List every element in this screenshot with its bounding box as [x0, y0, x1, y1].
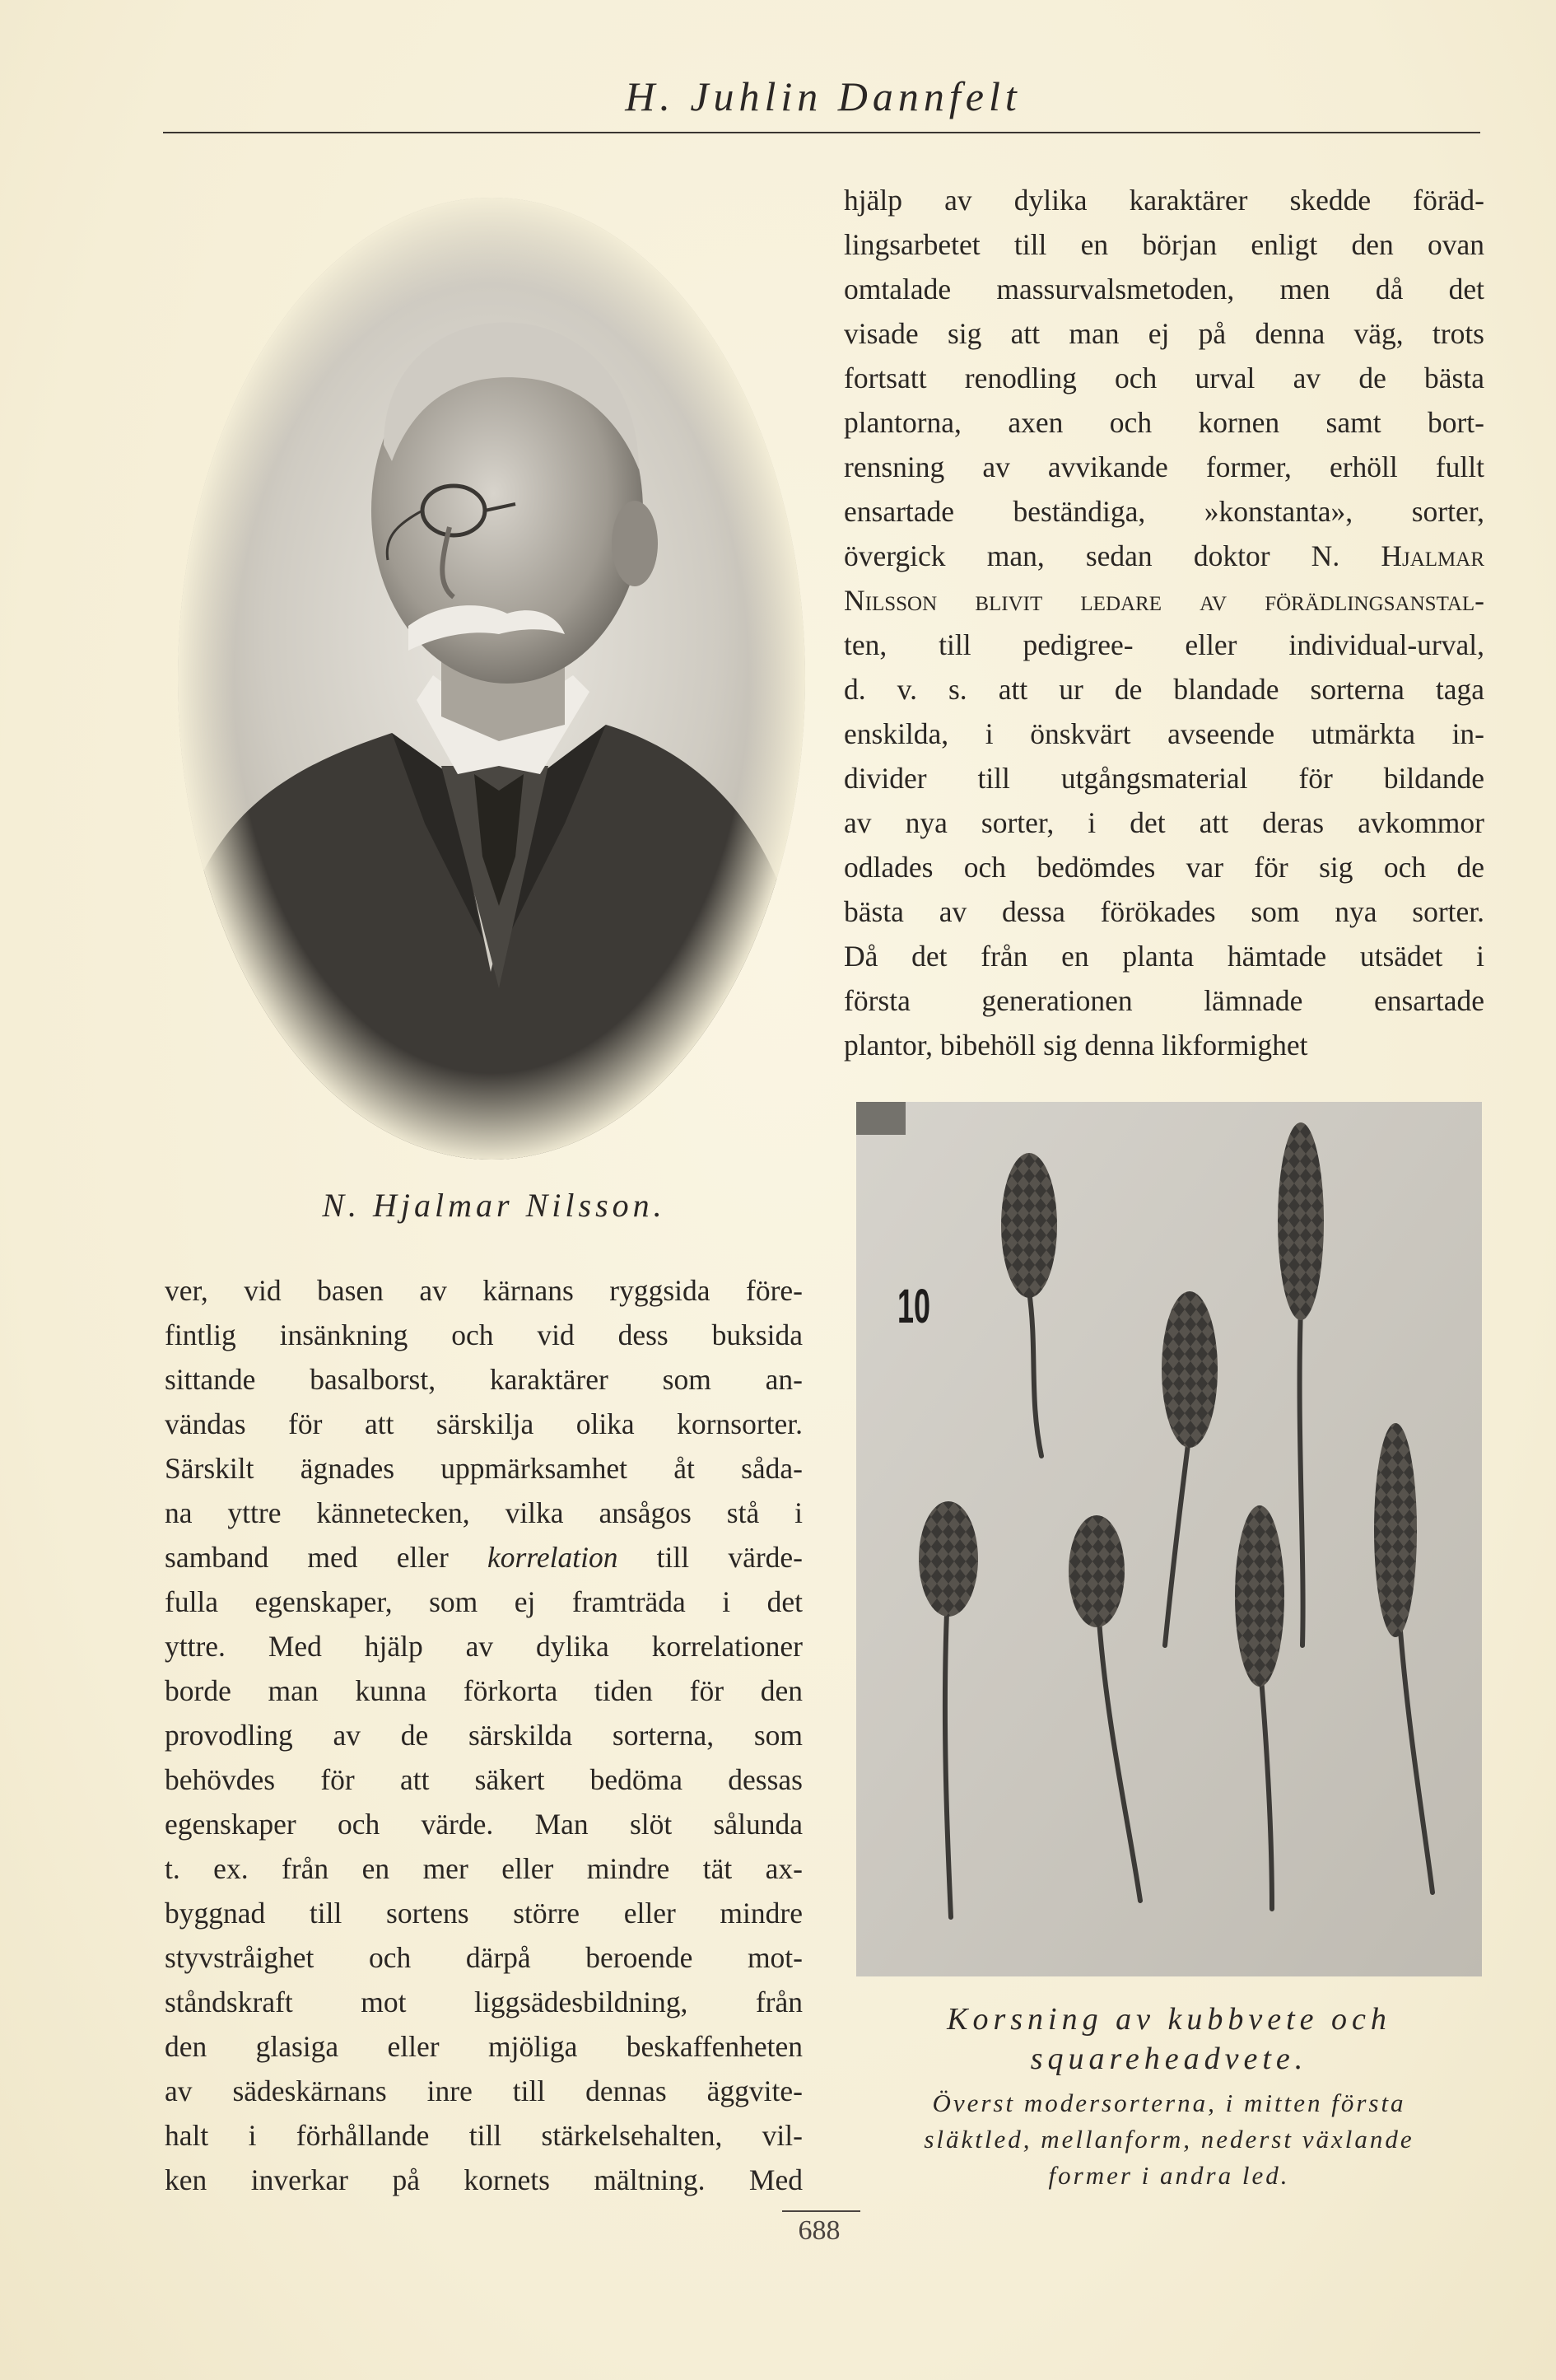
text-line: d. v. s. att ur de blandade sorterna taga: [844, 673, 1484, 706]
text-line: Särskilt ägnades uppmärksamhet åt såda-: [165, 1452, 803, 1485]
text-line: ensartade beständiga, »konstanta», sorter,: [844, 495, 1484, 528]
text-line: borde man kunna förkorta tiden för den: [165, 1674, 803, 1707]
text-line: Nilsson blivit ledare av förädlingsanstal-: [844, 584, 1484, 617]
left-text-column: [165, 1268, 803, 2202]
header-rule: [163, 132, 1480, 133]
text-line: bästa av dessa förökades som nya sorter.: [844, 895, 1484, 928]
text-line: den glasiga eller mjöliga beskaffenheten: [165, 2030, 803, 2063]
text-line: fintlig insänkning och vid dess buksida: [165, 1318, 803, 1351]
right-text-column: [844, 178, 1484, 1067]
text-line: byggnad till sortens större eller mindre: [165, 1897, 803, 1930]
text-line: fortsatt renodling och urval av de bästa: [844, 362, 1484, 394]
text-line: Då det från en planta hämtade utsädet i: [844, 940, 1484, 973]
text-line: odlades och bedömdes var för sig och de: [844, 851, 1484, 884]
text-line: provodling av de särskilda sorterna, som: [165, 1719, 803, 1752]
page-number: 688: [798, 2215, 841, 2246]
wheat-photo: [856, 1102, 1482, 1976]
text-line: rensning av avvikande former, erhöll fullt: [844, 450, 1484, 483]
text-line: egenskaper och värde. Man slöt sålunda: [165, 1808, 803, 1841]
wheat-caption-line: Korsning av kubbvete och: [947, 2002, 1391, 2037]
page-number-rule: [782, 2210, 860, 2212]
text-line: halt i förhållande till stärkelsehalten, vil-: [165, 2119, 803, 2152]
text-line: t. ex. från en mer eller mindre tät ax-: [165, 1852, 803, 1885]
text-line: fulla egenskaper, som ej framträda i det: [165, 1585, 803, 1618]
wheat-illustration: [856, 1102, 1482, 1976]
text-line: vändas för att särskilja olika kornsorter.: [165, 1407, 803, 1440]
text-line: hjälp av dylika karaktärer skedde föräd-: [844, 184, 1484, 217]
text-line: ståndskraft mot liggsädesbildning, från: [165, 1986, 803, 2018]
running-header: H. Juhlin Dannfelt: [625, 73, 1022, 119]
small-caps-name: Hjalmar: [1381, 539, 1485, 572]
wheat-caption-line: former i andra led.: [1048, 2161, 1290, 2190]
portrait-photo: [178, 198, 805, 1160]
wheat-caption-line: släktled, mellanform, nederst växlande: [924, 2125, 1414, 2154]
text-line: av nya sorter, i det att deras avkommor: [844, 806, 1484, 839]
text-line: ken inverkar på kornets mältning. Med: [165, 2163, 803, 2196]
wheat-caption-line: squareheadvete.: [1030, 2042, 1308, 2076]
text-line: [844, 534, 1484, 578]
wheat-caption-line: Överst modersorterna, i mitten första: [932, 2088, 1406, 2117]
text-fragment: samband med eller: [165, 1541, 449, 1574]
text-line: enskilda, i önskvärt avseende utmärkta in-: [844, 717, 1484, 750]
portrait-illustration: [178, 198, 805, 1160]
text-line: [165, 1535, 803, 1580]
text-line: lingsarbetet till en början enligt den ovan: [844, 228, 1484, 261]
text-line: av sädeskärnans inre till dennas äggvite-: [165, 2074, 803, 2107]
italic-term: korrelation: [487, 1541, 618, 1574]
portrait-caption: N. Hjalmar Nilsson.: [322, 1187, 666, 1224]
text-line: styvstråighet och därpå beroende mot-: [165, 1941, 803, 1974]
text-line: första generationen lämnade ensartade: [844, 984, 1484, 1017]
text-line: plantorna, axen och kornen samt bort-: [844, 406, 1484, 439]
text-fragment: övergick man, sedan doktor N.: [844, 539, 1340, 572]
text-line: ten, till pedigree- eller individual-urval,: [844, 628, 1484, 661]
text-line: plantor, bibehöll sig denna likformighet: [844, 1029, 1308, 1062]
text-line: na yttre kännetecken, vilka ansågos stå i: [165, 1496, 803, 1529]
plate-number: 10: [897, 1280, 930, 1333]
text-line: omtalade massurvalsmetoden, men då det: [844, 273, 1484, 306]
text-line: visade sig att man ej på denna väg, trots: [844, 317, 1484, 350]
text-line: sittande basalborst, karaktärer som an-: [165, 1363, 803, 1396]
text-line: behövdes för att säkert bedöma dessas: [165, 1763, 803, 1796]
text-line: yttre. Med hjälp av dylika korrelationer: [165, 1630, 803, 1663]
text-line: ver, vid basen av kärnans ryggsida före-: [165, 1274, 803, 1307]
text-fragment: till värde-: [656, 1541, 803, 1574]
wheat-caption: [848, 2000, 1490, 2194]
text-line: divider till utgångsmaterial för bildande: [844, 762, 1484, 795]
